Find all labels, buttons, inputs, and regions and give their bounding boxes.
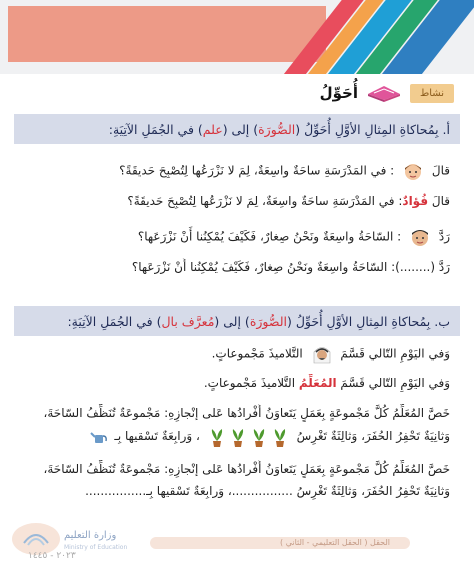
edition-label: ٢٠٢٣ - ١٤٤٥ (28, 551, 76, 561)
instruction-keyword: مُعرَّف بال (161, 313, 215, 329)
ministry-name: وزارة التعليم (64, 530, 117, 541)
activity-title-row (320, 80, 454, 106)
sentence-text: التَّلاميذَ مَجْموعاتٍ. (211, 346, 303, 361)
instruction-b (14, 306, 460, 336)
instruction-text: ) في الجُمَلِ الآتِيَةِ: (67, 313, 162, 329)
sentence-b5: خَصَّ المُعَلِّمُ كُلَّ مَجْموعَةٍ بِعَمَلٍ يَتَعاوَنُ أَفْرادُها عَلى إنْجازِهِ: مَجْموعَةٌ تُنَظِّفُ السّاحَةَ، (43, 462, 450, 476)
teacher-avatar-icon (311, 343, 333, 365)
sentence-text: وَثانِيَةٌ تَحْفِرُ الحُفَرَ، وَثالِثَةٌ تَغْرِسُ (296, 429, 450, 443)
footer-unit-text: الحقل ( الحقل التعليمي - الثاني ) (280, 538, 390, 547)
sentence-text: قالَ (431, 163, 450, 178)
instruction-text: ب. بِمُحاكاةِ المِثالِ الأوَّلِ أُحَوِّلُ ( (286, 313, 450, 329)
sentence-a2 (18, 192, 450, 210)
instruction-keyword: الصُّورَة (249, 313, 287, 329)
activity-badge: نشاط (410, 84, 454, 103)
sentence-text: رَدَّ (438, 229, 450, 244)
instruction-text: ) إلى ( (222, 121, 259, 137)
instruction-text: أ. بِمُحاكاةِ المِثالِ الأوَّلِ أُحَوِّلُ ( (295, 121, 450, 137)
sentence-text: : في المَدْرَسَةِ ساحَةٌ واسِعَةٌ، لِمَ لا نَزْرَعُها لِتُصْبِحَ حَديقَةً؟ (119, 163, 395, 178)
highlighted-word: المُعَلِّمُ (298, 376, 337, 390)
sentence-text: وَفي اليَوْمِ التّالي قَسَّمَ (340, 346, 450, 361)
plant-icon (208, 426, 226, 448)
footer-unit-bar (150, 537, 410, 549)
sentence-b2 (18, 374, 450, 392)
ministry-name-en: Ministry of Education (64, 544, 128, 551)
instruction-text: ) في الجُمَلِ الآتِيَةِ: (108, 121, 203, 137)
footer (0, 521, 474, 569)
boy-avatar-icon (409, 226, 431, 248)
sentence-a4: رَدَّ (........): السّاحَةُ واسِعَةٌ ونَحْنُ صِغارٌ، فَكَيْفَ يُمْكِنُنا أَنْ نَزْرَعَها؟ (131, 260, 450, 274)
plant-icon (271, 426, 289, 448)
plants-group (208, 426, 289, 448)
sentence-text: : السّاحَةُ واسِعَةٌ ونَحْنُ صِغارٌ، فَكَيْفَ يُمْكِنُنا أَنْ نَزْرَعَها؟ (137, 229, 402, 244)
instruction-text: ) إلى ( (214, 313, 250, 329)
instruction-keyword: علم (202, 121, 223, 137)
plant-icon (250, 426, 268, 448)
sentence-b1 (18, 343, 450, 365)
instruction-keyword: الصُّورَة (258, 121, 296, 137)
sentence-text: قالَ (428, 194, 450, 208)
sentence-text: : في المَدْرَسَةِ ساحَةٌ واسِعَةٌ، لِمَ لا نَزْرَعُها لِتُصْبِحَ حَديقَةً؟ (127, 194, 403, 208)
header-band (0, 0, 474, 74)
header-color-block (8, 6, 326, 62)
sentence-a3 (18, 226, 450, 248)
activity-title: أُحَوِّلُ (319, 84, 358, 102)
sentence-a1 (18, 160, 450, 182)
book-icon (366, 84, 402, 102)
plant-icon (229, 426, 247, 448)
highlighted-name: فُؤادٌ (402, 194, 429, 208)
sentence-text: ، وَرابِعَةٌ تَسْقيها بِـ (114, 429, 200, 443)
boy-avatar-icon (402, 160, 424, 182)
sentence-b6: وَثانِيَةٌ تَحْفِرُ الحُفَرَ، وَثالِثَةٌ تَغْرِسُ ................، وَرابِعَةٌ تَسْقيها بِـ................ (85, 484, 450, 498)
sentence-text: وَفي اليَوْمِ التّالي قَسَّمَ (336, 376, 450, 390)
watering-can-icon (90, 428, 108, 446)
instruction-a (14, 114, 460, 144)
sentence-text: التَّلاميذَ مَجْموعاتٍ. (203, 376, 299, 390)
sentence-b3: خَصَّ المُعَلِّمُ كُلَّ مَجْموعَةٍ بِعَمَلٍ يَتَعاوَنُ أَفْرادُها عَلى إنْجازِهِ: مَجْموعَةٌ تُنَظِّفُ السّاحَةَ، (43, 406, 450, 420)
sentence-b4 (18, 424, 450, 448)
